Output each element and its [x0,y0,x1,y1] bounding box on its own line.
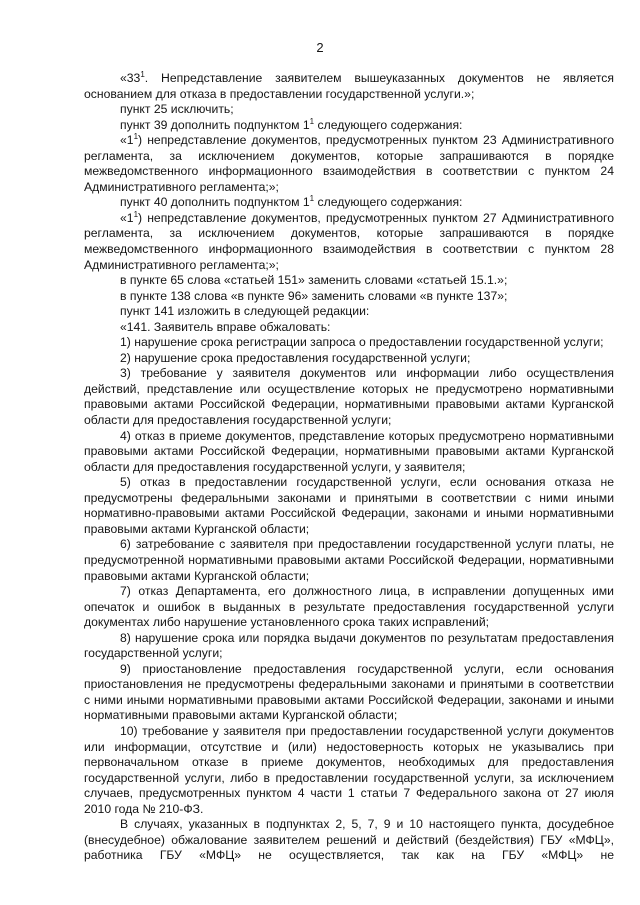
paragraph-subitem-39-1-1: «$1^1$) непредставление документов, предусмотренных пунктом 23 Административного регламента, за исключением документов, которые запрашиваются в порядке межведомственного информационного взаимодействия в соответствии с пунктом 24 Административного регламента;»; [84,132,614,194]
paragraph-141-sub-7: 7) отказ Департамента, его должностного лица, в исправлении допущенных ими опечаток и ошибок в выданных в результате предоставления государственной услуги документах либо нарушение установленного срока таких исправлений; [84,584,614,630]
paragraph-item-39: пункт 39 дополнить подпунктом $1^1$ следующего содержания: [120,116,463,132]
paragraph-item-65: в пункте 65 слова «статьей 151» заменить словами «статьей 15.1.»; [120,273,508,288]
paragraph-141-sub-1: 1) нарушение срока регистрации запроса о предоставлении государственной услуги; [120,335,604,350]
paragraph-item-141: пункт 141 изложить в следующей редакции: [120,304,370,319]
paragraph-141-sub-5: 5) отказ в предоставлении государственной услуги, если основания отказа не предусмотрены федеральными законами и принятыми в соответствии с ними иными нормативно-правовыми актами Российской Федерации, законами и иными нормативными правовыми актами Курганской области; [84,475,614,536]
paragraph-item-25: пункт 25 исключить; [120,102,234,117]
paragraph-141-sub-8: 8) нарушение срока или порядка выдачи документов по результатам предоставления государственной услуги; [84,630,614,661]
paragraph-subitem-40-1-1: «$1^1$) непредставление документов, предусмотренных пунктом 27 Административного регламента, за исключением документов, которые запрашиваются в порядке межведомственного информационного взаимодействия в соответствии с пунктом 28 Административного регламента;»; [84,209,614,272]
paragraph-141-intro: «141. Заявитель вправе обжаловать: [120,319,331,334]
paragraph-141-sub-10: 10) требование у заявителя при предоставлении государственной услуги документов или информации, отсутствие и (или) недостоверность которых не указывались при первоначальном отказе в приеме документов, необходимых для предоставления государственной услуги, либо в предоставлении государственной услуги, за исключением случаев, предусмотренных пунктом 4 части 1 статьи 7 Федерального закона от 27 июля 2010 года № 210-ФЗ. [84,723,614,816]
paragraph-item-138: в пункте 138 слова «в пункте 96» заменить словами «в пункте 137»; [120,288,508,303]
page-number: 2 [316,40,324,55]
paragraph-141-sub-2: 2) нарушение срока предоставления государственной услуги; [120,350,471,365]
document-body [84,71,614,864]
paragraph-141-sub-3: 3) требование у заявителя документов или информации либо осуществления действий, представление или осуществление которых не предусмотрено нормативными правовыми актами Российской Федерации, нормативными правовыми актами Курганской области для предоставления государственной услуги; [84,366,614,428]
paragraph-141-sub-4: 4) отказ в приеме документов, представление которых предусмотрено нормативными правовыми актами Российской Федерации, нормативными правовыми актами Курганской области для предоставления государственной услуги, у заявителя; [84,428,614,474]
paragraph-141-sub-6: 6) затребование с заявителя при предоставлении государственной услуги платы, не предусмотренной нормативными правовыми актами Российской Федерации, нормативными правовыми актами Курганской области; [84,537,614,583]
paragraph-33-1: «$33^1$. Непредставление заявителем вышеуказанных документов не является основанием для отказа в предоставлении государственной услуги.»; [84,69,614,101]
paragraph-cases-note: В случаях, указанных в подпунктах 2, 5, 7, 9 и 10 настоящего пункта, досудебное (внесудебное) обжалование заявителем решений и действий (бездействия) ГБУ «МФЦ», работника ГБУ «МФЦ» не осуществляется, так как на ГБУ «МФЦ» не [84,817,614,863]
paragraph-item-40: пункт 40 дополнить подпунктом $1^1$ следующего содержания: [120,194,463,210]
paragraph-141-sub-9: 9) приостановление предоставления государственной услуги, если основания приостановления не предусмотрены федеральными законами и принятыми в соответствии с ними иными нормативными правовыми актами Российской Федерации, законами и иными нормативными правовыми актами Курганской области; [84,661,614,723]
